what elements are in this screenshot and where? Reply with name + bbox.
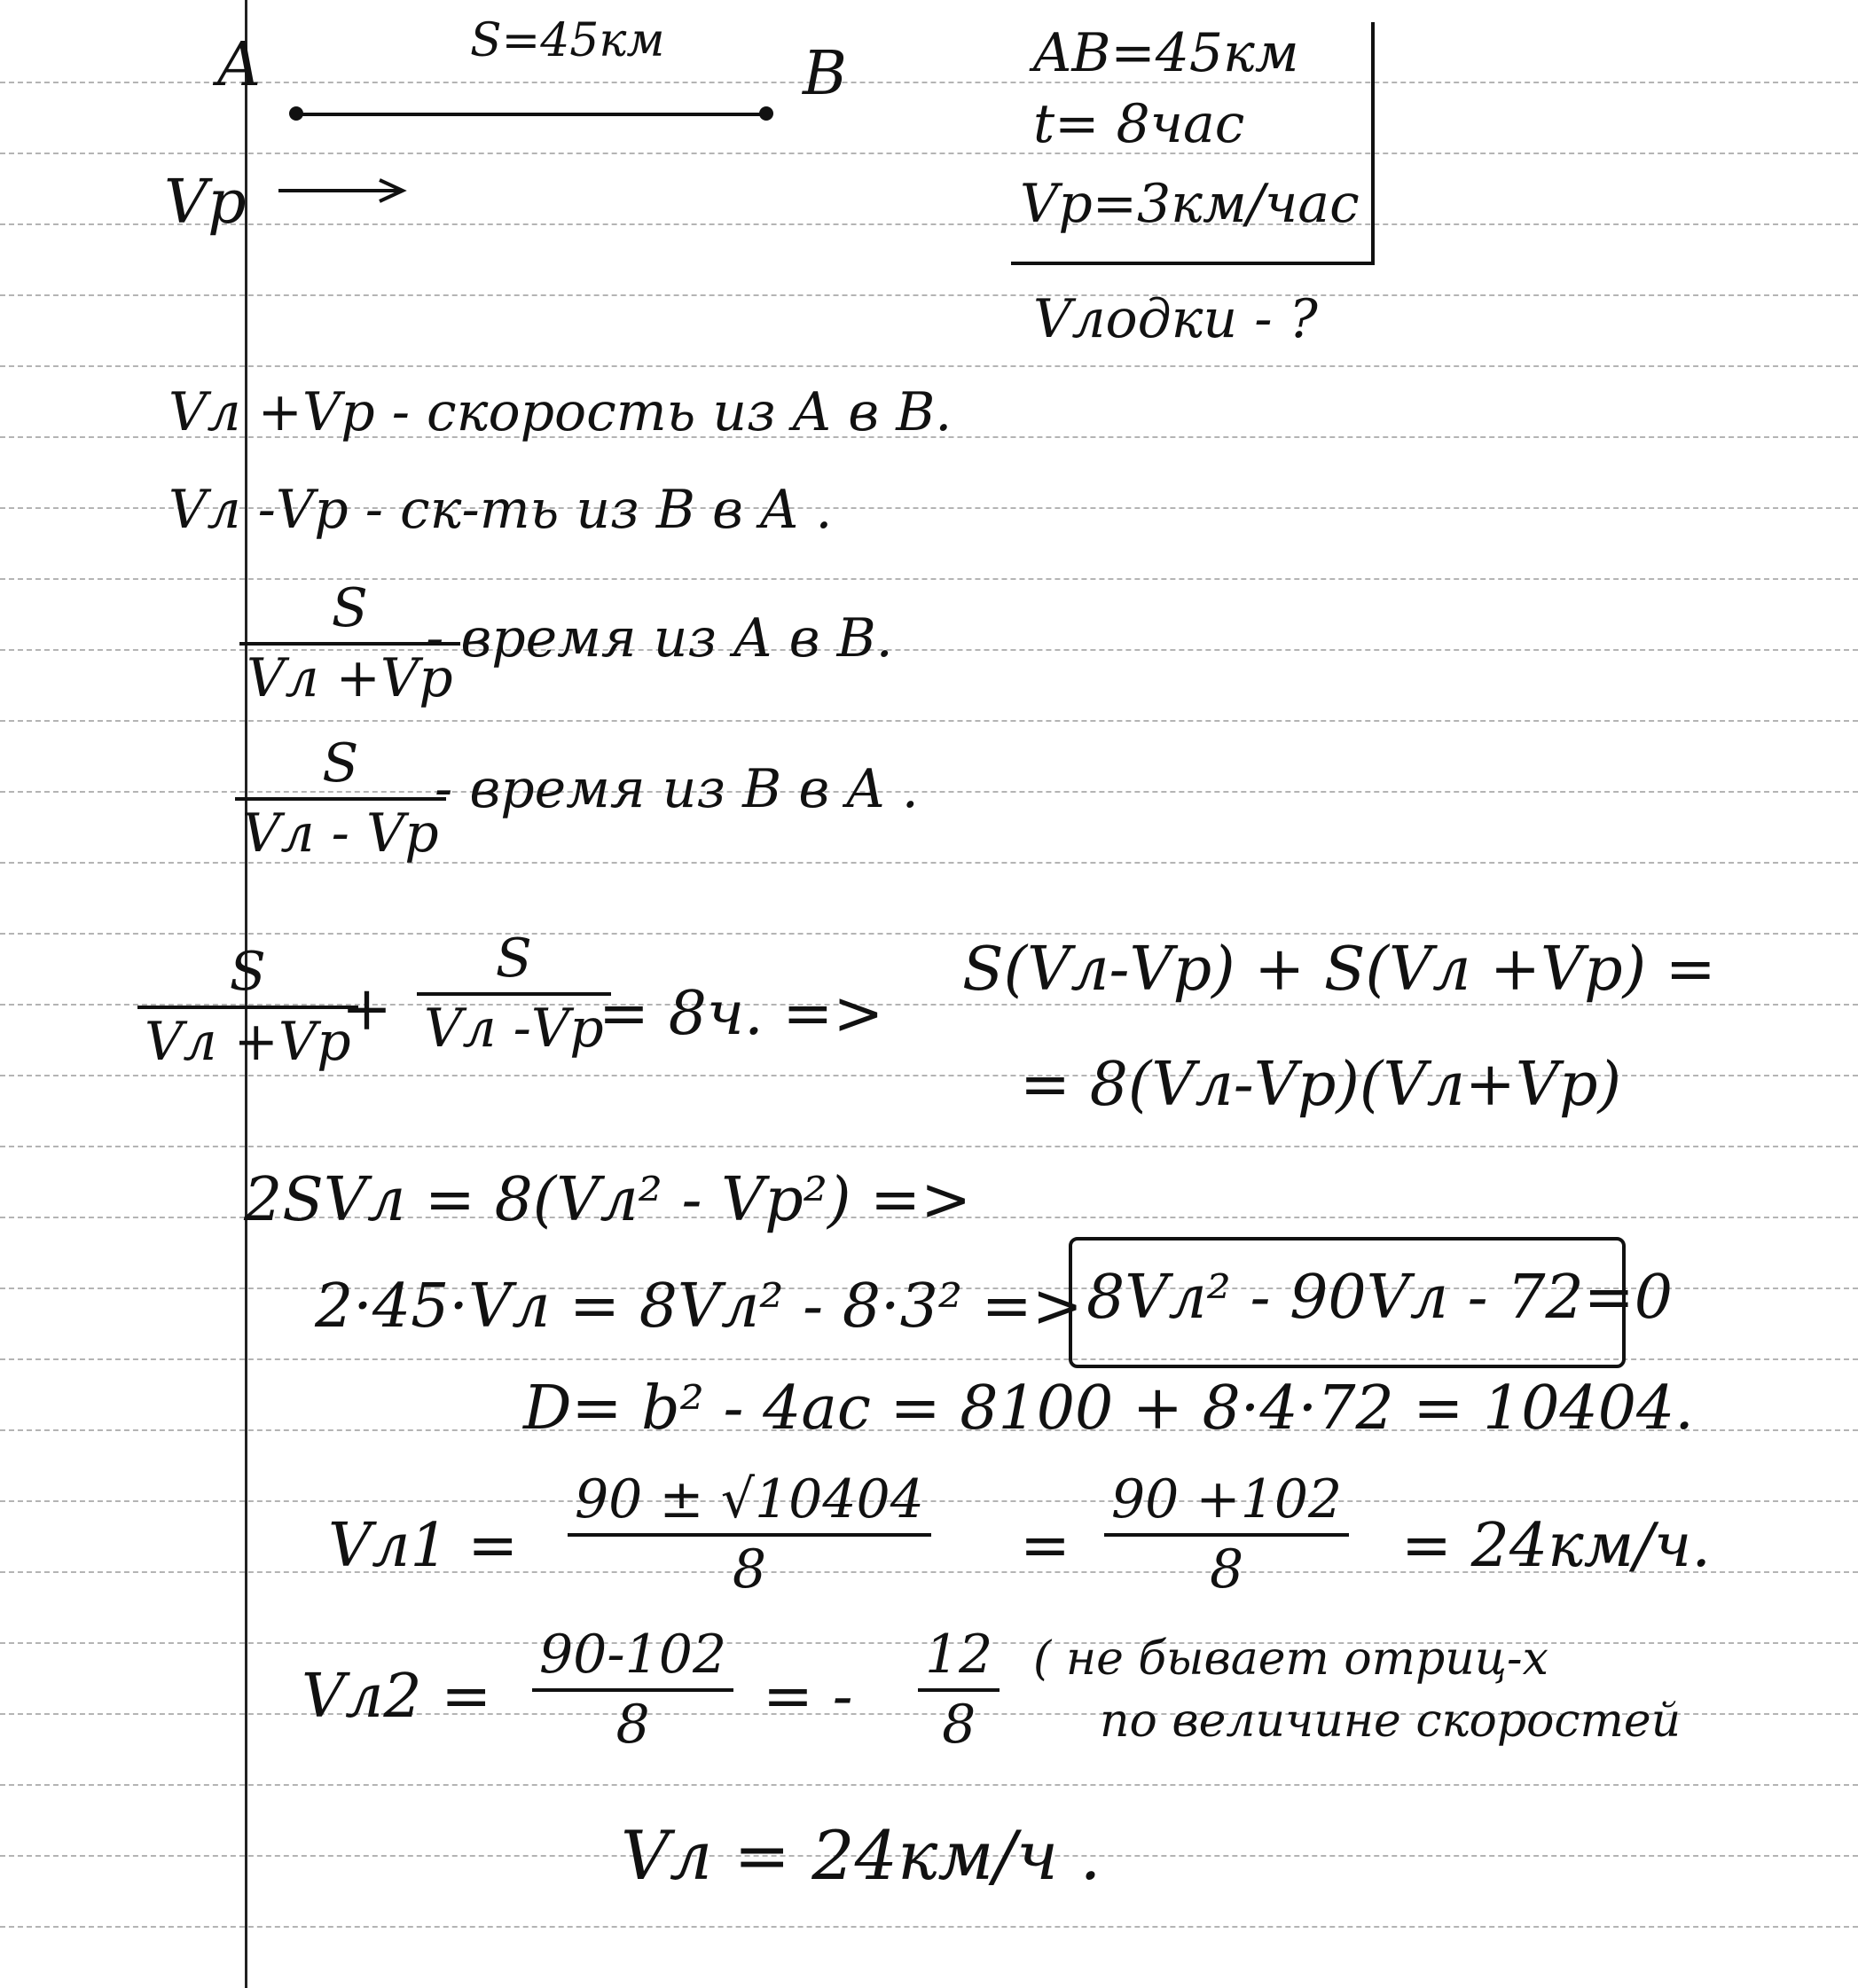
fraction-numerator: 12 bbox=[925, 1624, 993, 1686]
root-1-result: = 24км/ч. bbox=[1401, 1511, 1711, 1581]
fraction-numerator: S bbox=[495, 927, 532, 990]
river-speed-label: Vp bbox=[164, 168, 247, 238]
point-b-dot bbox=[759, 106, 773, 121]
final-answer: Vл = 24км/ч . bbox=[621, 1816, 1101, 1895]
fraction-bar bbox=[532, 1688, 733, 1692]
ruled-line bbox=[0, 223, 1858, 225]
root-2-equals-minus: = - bbox=[763, 1662, 853, 1732]
fraction-bar bbox=[918, 1688, 1000, 1692]
ruled-line bbox=[0, 578, 1858, 580]
line-speed-ba: Vл -Vp - ск-ть из B в A . bbox=[169, 479, 833, 541]
segment-ab bbox=[296, 113, 766, 116]
equation-plus: + bbox=[341, 974, 392, 1045]
distance-label: S=45км bbox=[470, 14, 665, 67]
given-river-speed: Vp=3км/час bbox=[1020, 173, 1360, 235]
fraction-numerator: S bbox=[229, 941, 266, 1003]
root-1-simplified bbox=[1104, 1468, 1349, 1601]
ruled-line bbox=[0, 1784, 1858, 1786]
root-2-note-line-1: ( не бывает отриц-х bbox=[1033, 1632, 1548, 1686]
find-question: Vлодки - ? bbox=[1033, 288, 1318, 350]
point-a-label: A bbox=[217, 30, 262, 100]
fraction-bar bbox=[417, 992, 611, 996]
root-2-fraction bbox=[532, 1624, 733, 1756]
fraction-denominator: 8 bbox=[615, 1694, 650, 1756]
line-time-ab: - время из A в B. bbox=[426, 607, 893, 669]
fraction-denominator: Vл +Vp bbox=[145, 1011, 351, 1073]
equation-rhs: = 8ч. => bbox=[599, 979, 884, 1049]
root-2-label: Vл2 = bbox=[302, 1662, 492, 1732]
fraction-denominator: Vл -Vp bbox=[424, 998, 604, 1060]
fraction-bar bbox=[235, 797, 446, 801]
given-underline bbox=[1011, 262, 1375, 265]
equation-fraction-1 bbox=[137, 941, 358, 1073]
equation-step-3: 2·45·Vл = 8Vл² - 8·3² => bbox=[315, 1272, 1083, 1342]
equation-step-2: 2SVл = 8(Vл² - Vp²) => bbox=[244, 1165, 972, 1235]
fraction-numerator: 90-102 bbox=[539, 1624, 727, 1686]
current-arrow-icon bbox=[275, 173, 417, 208]
equation-fraction-2 bbox=[417, 927, 611, 1060]
quadratic-equation: 8Vл² - 90Vл - 72=0 bbox=[1086, 1263, 1674, 1333]
ruled-line bbox=[0, 720, 1858, 722]
given-time: t= 8час bbox=[1033, 93, 1245, 155]
fraction-denominator: 8 bbox=[942, 1694, 976, 1756]
discriminant: D= b² - 4ac = 8100 + 8·4·72 = 10404. bbox=[523, 1374, 1694, 1444]
equation-expanded-1: S(Vл-Vp) + S(Vл +Vp) = bbox=[962, 935, 1716, 1005]
fraction-bar bbox=[137, 1006, 358, 1009]
fraction-denominator: Vл +Vp bbox=[247, 647, 453, 709]
fraction-denominator: 8 bbox=[1210, 1538, 1244, 1601]
ruled-line bbox=[0, 1926, 1858, 1928]
fraction-time-ba bbox=[235, 732, 446, 865]
fraction-bar bbox=[1104, 1533, 1349, 1537]
ruled-line bbox=[0, 1146, 1858, 1147]
root-2-simplified bbox=[918, 1624, 1000, 1756]
root-2-note-line-2: по величине скоростей bbox=[1100, 1694, 1682, 1748]
fraction-numerator: S bbox=[322, 732, 359, 794]
ruled-line bbox=[0, 153, 1858, 154]
given-ab: AB=45км bbox=[1033, 22, 1299, 84]
ruled-line bbox=[0, 294, 1858, 296]
given-bracket bbox=[1371, 22, 1375, 262]
fraction-denominator: Vл - Vp bbox=[242, 802, 439, 865]
fraction-numerator: S bbox=[331, 577, 368, 639]
root-1-fraction bbox=[568, 1468, 931, 1601]
ruled-line bbox=[0, 82, 1858, 83]
equation-expanded-2: = 8(Vл-Vp)(Vл+Vp) bbox=[1020, 1050, 1622, 1120]
point-b-label: B bbox=[803, 39, 847, 109]
root-1-equals: = bbox=[1020, 1511, 1070, 1581]
fraction-numerator: 90 +102 bbox=[1111, 1468, 1343, 1530]
ruled-line bbox=[0, 365, 1858, 367]
fraction-bar bbox=[568, 1533, 931, 1537]
fraction-denominator: 8 bbox=[732, 1538, 767, 1601]
line-speed-ab: Vл +Vp - скорость из A в B. bbox=[169, 381, 953, 443]
root-1-label: Vл1 = bbox=[328, 1511, 519, 1581]
line-time-ba: - время из B в A . bbox=[435, 758, 919, 820]
fraction-numerator: 90 ± √10404 bbox=[575, 1468, 924, 1530]
